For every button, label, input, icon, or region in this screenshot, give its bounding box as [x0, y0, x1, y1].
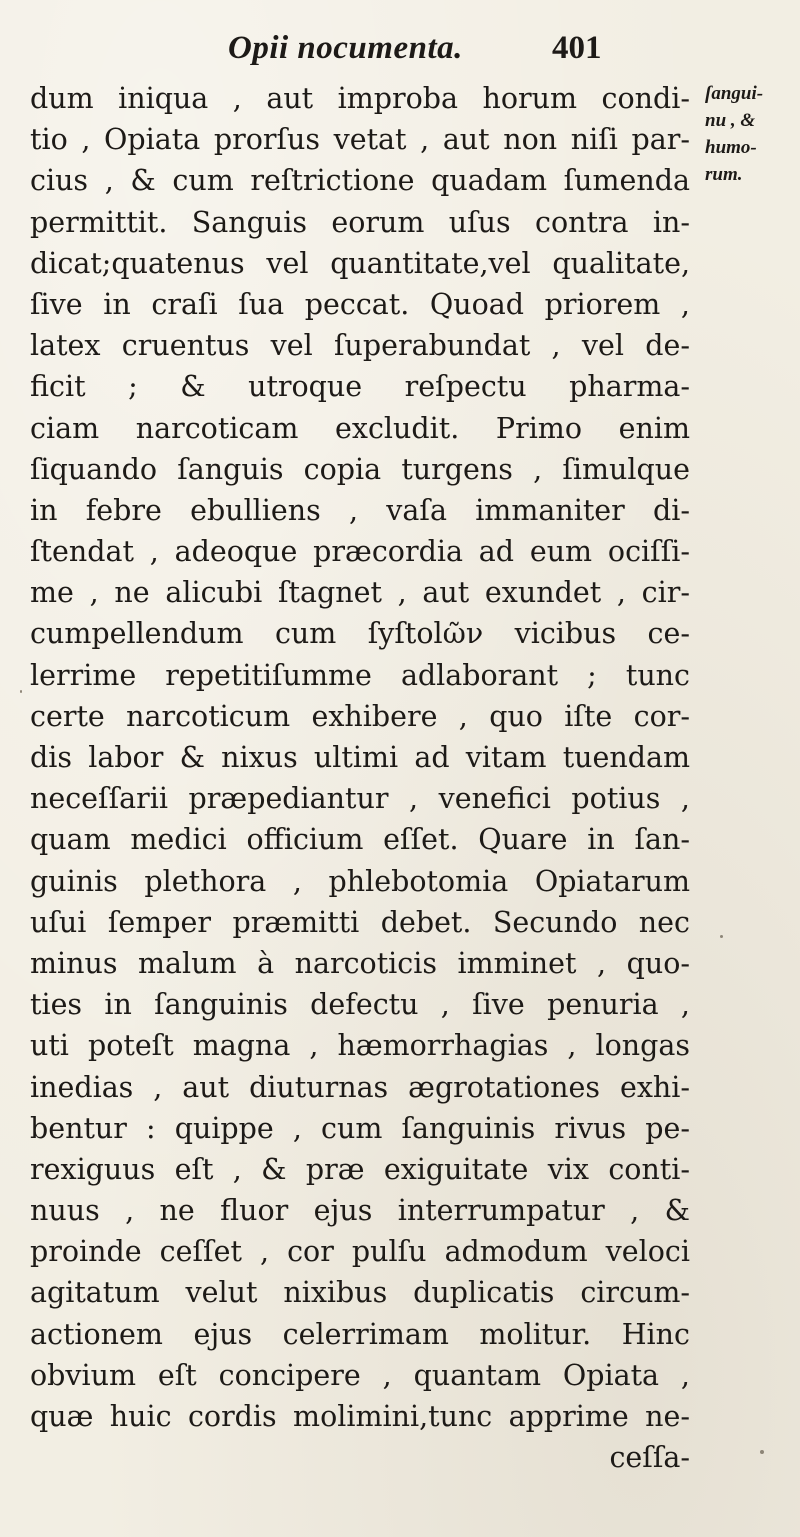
margin-note-line: ſangui- — [705, 83, 764, 104]
text-line: dum iniqua , aut improba horum condi- — [30, 82, 690, 115]
text-line: quam medici officium eſſet. Quare in ſan- — [30, 823, 690, 857]
text-line: obvium eſt concipere , quantam Opiata , — [30, 1358, 690, 1392]
text-line: rexiguus eſt , & præ exiguitate vix conti- — [30, 1152, 690, 1186]
margin-note — [705, 80, 800, 188]
margin-note-line: rum. — [705, 164, 743, 185]
catchword: ceſſa- — [609, 1441, 690, 1475]
text-line: agitatum velut nixibus duplicatis circum- — [30, 1276, 690, 1310]
text-line: certe narcoticum exhibere , quo iſte cor- — [30, 699, 690, 733]
text-line: bentur : quippe , cum ſanguinis rivus pe- — [30, 1111, 690, 1145]
text-line: inedias , aut diuturnas ægrotationes exhi- — [30, 1070, 690, 1104]
margin-note-line: nu , & — [705, 110, 756, 131]
paper-speck — [760, 1450, 764, 1454]
page-number: 401 — [552, 30, 602, 66]
margin-note-line: humo- — [705, 137, 757, 158]
text-line: lerrime repetitiſumme adlaborant ; tunc — [30, 658, 690, 692]
text-line: dicat;quatenus vel quantitate,vel qualitate, — [30, 246, 690, 280]
text-line: ties in ſanguinis defectu , ſive penuria , — [30, 988, 690, 1022]
body-text — [30, 78, 690, 1478]
text-line: neceſſarii præpediantur , venefici potius , — [30, 782, 690, 816]
text-line: minus malum à narcoticis imminet , quo- — [30, 946, 690, 980]
text-line: actionem ejus celerrimam molitur. Hinc — [30, 1317, 690, 1351]
text-line: ciam narcoticam excludit. Primo enim — [30, 411, 690, 445]
text-line: nuus , ne fluor ejus interrumpatur , & — [30, 1194, 690, 1228]
paper-speck — [720, 935, 723, 938]
text-line: tio , Opiata prorſus vetat , aut non niſi par- — [30, 123, 690, 157]
text-line: ſiquando ſanguis copia turgens , ſimulque — [30, 452, 690, 486]
text-line: cius , & cum reſtrictione quadam ſumenda — [30, 164, 690, 198]
text-line: guinis plethora , phlebotomia Opiatarum — [30, 864, 690, 898]
running-title: Opii nocumenta. — [228, 30, 463, 66]
paper-speck — [20, 690, 22, 693]
text-line: uti poteſt magna , hæmorrhagias , longas — [30, 1029, 690, 1063]
running-head — [0, 30, 800, 70]
text-line: cumpellendum cum ſyſtolῶν vicibus ce- — [30, 617, 690, 651]
text-line: permittit. Sanguis eorum uſus contra in- — [30, 205, 690, 239]
text-line: quæ huic cordis molimini,tunc apprime ne- — [30, 1400, 690, 1433]
text-line: me , ne alicubi ſtagnet , aut exundet , cir- — [30, 576, 690, 610]
text-line: in febre ebulliens , vaſa immaniter di- — [30, 493, 690, 527]
text-line: ſtendat , adeoque præcordia ad eum ociſſi- — [30, 535, 690, 569]
text-line: dis labor & nixus ultimi ad vitam tuendam — [30, 741, 690, 774]
text-line: latex cruentus vel ſuperabundat , vel de- — [30, 329, 690, 363]
text-line: uſui ſemper præmitti debet. Secundo nec — [30, 905, 690, 939]
text-line: proinde ceſſet , cor pulſu admodum veloci — [30, 1235, 690, 1269]
text-line: ſive in craſi ſua peccat. Quoad priorem , — [30, 287, 690, 321]
text-line: ficit ; & utroque reſpectu pharma- — [30, 370, 690, 404]
